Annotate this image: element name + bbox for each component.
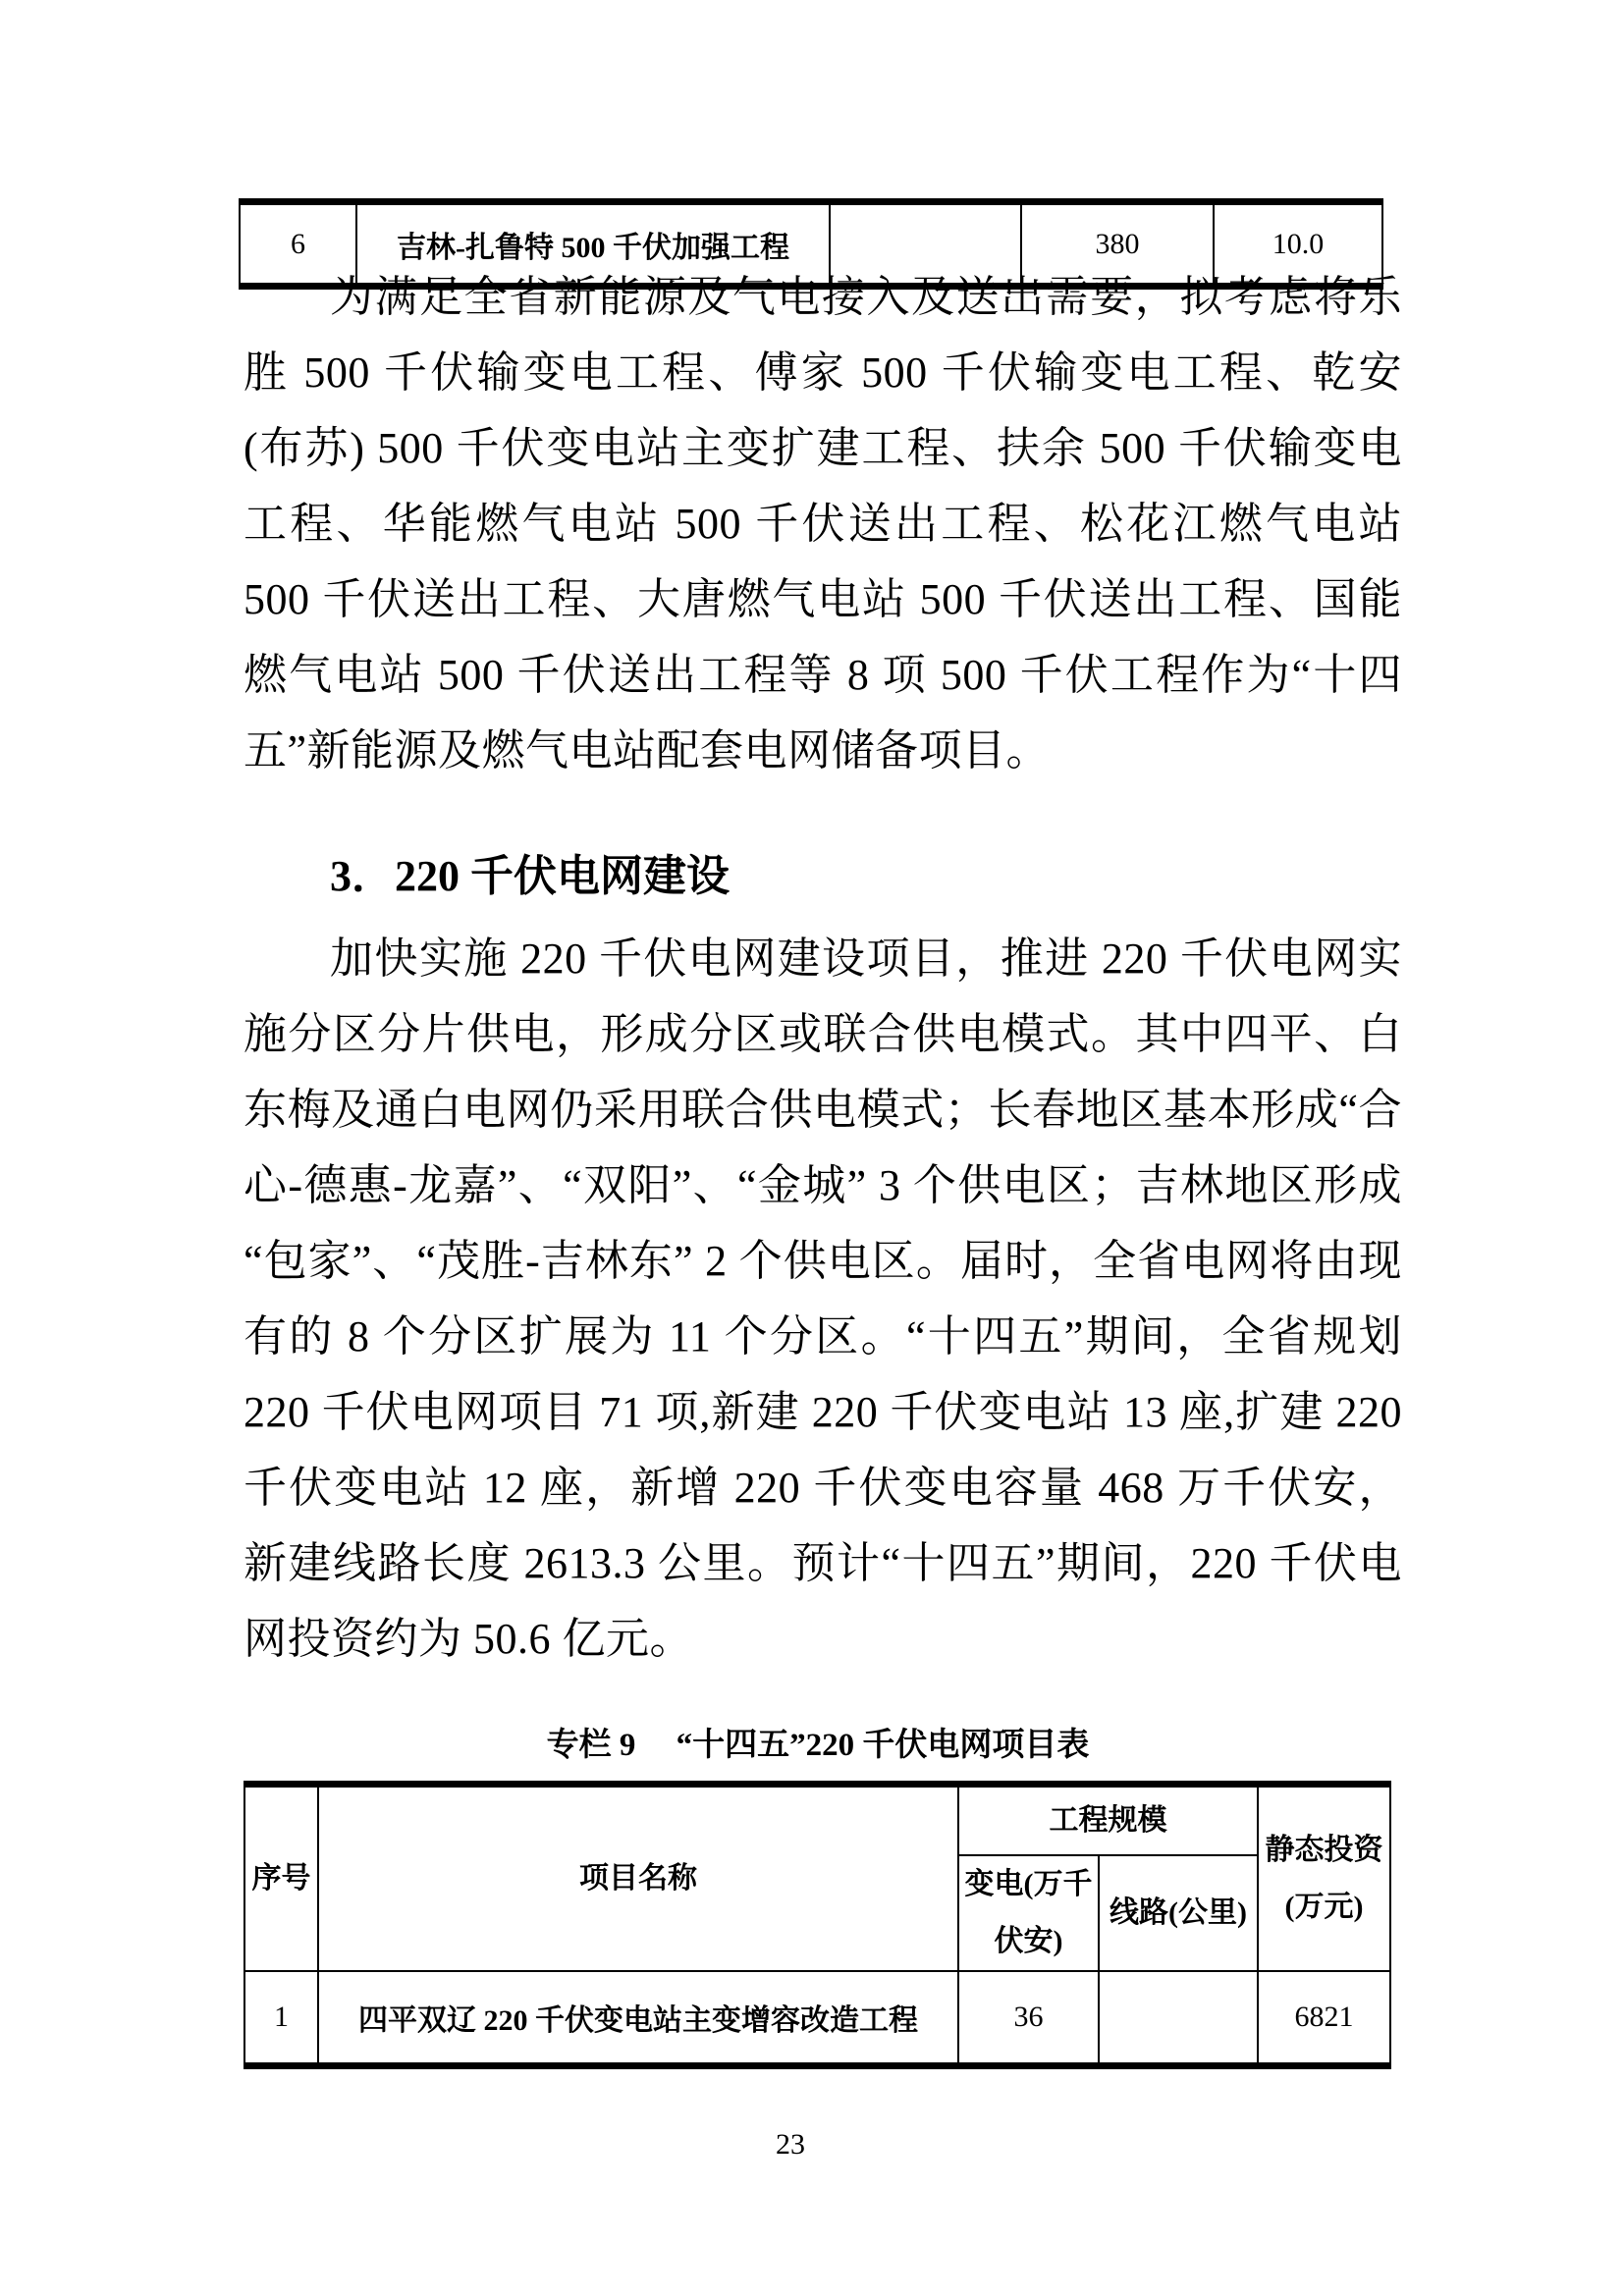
table-row [244, 1971, 1390, 2066]
paragraph-2: 加快实施 220 千伏电网建设项目，推进 220 千伏电网实施分区分片供电，形成分区或联合供电模式。其中四平、白东梅及通白电网仍采用联合供电模式；长春地区基本形成“合心-德惠-龙嘉”、“双阳”、“金城” 3 个供电区；吉林地区形成“包家”、“茂胜-吉林东” 2 个供电区。届时，全省电网将由现有的 8 个分区扩展为 11 个分区。“十四五”期间，全省规划 220 千伏电网项目 71 项,新建 220 千伏变电站 13 座,扩建 220 千伏变电站 12 座，新增 220 千伏变电容量 468 万千伏安，新建线路长度 2613.3 公里。预计“十四五”期间，220 千伏电网投资约为 50.6 亿元。 [244, 934, 1402, 1663]
paragraph-1: 为满足全省新能源及气电接入及送出需要，拟考虑将乐胜 500 千伏输变电工程、傅家 500 千伏输变电工程、乾安 (布苏) 500 千伏变电站主变扩建工程、扶余 500 千伏输变电工程、华能燃气电站 500 千伏送出工程、松花江燃气电站 500 千伏送出工程、大唐燃气电站 500 千伏送出工程、国能燃气电站 500 千伏送出工程等 8 项 500 千伏工程作为“十四五”新能源及燃气电站配套电网储备项目。 [244, 273, 1402, 774]
section-heading: 3．220 千伏电网建设 [330, 852, 730, 900]
project-name-cell: 四平双辽 220 千伏变电站主变增容改造工程 [318, 1971, 958, 2066]
line-cell [1099, 1971, 1258, 2066]
investment-cell: 10.0 [1214, 202, 1382, 287]
project-name-cell: 吉林-扎鲁特 500 千伏加强工程 [356, 202, 830, 287]
page-number: 23 [776, 2128, 805, 2161]
seq-cell: 6 [240, 202, 356, 287]
header-substation: 变电(万千伏安) [958, 1855, 1099, 1971]
seq-cell: 1 [244, 1971, 318, 2066]
line-cell: 380 [1021, 202, 1214, 287]
box-caption: 专栏 9 “十四五”220 千伏电网项目表 [546, 1728, 1090, 1763]
investment-cell: 6821 [1258, 1971, 1390, 2066]
header-name: 项目名称 [318, 1785, 958, 1971]
substation-cell: 36 [958, 1971, 1099, 2066]
table-header-row [244, 1785, 1390, 1855]
header-scale-group: 工程规模 [958, 1785, 1258, 1855]
header-line: 线路(公里) [1099, 1855, 1258, 1971]
header-investment: 静态投资(万元) [1258, 1785, 1390, 1971]
project-table [244, 1781, 1391, 2069]
header-seq: 序号 [244, 1785, 318, 1971]
